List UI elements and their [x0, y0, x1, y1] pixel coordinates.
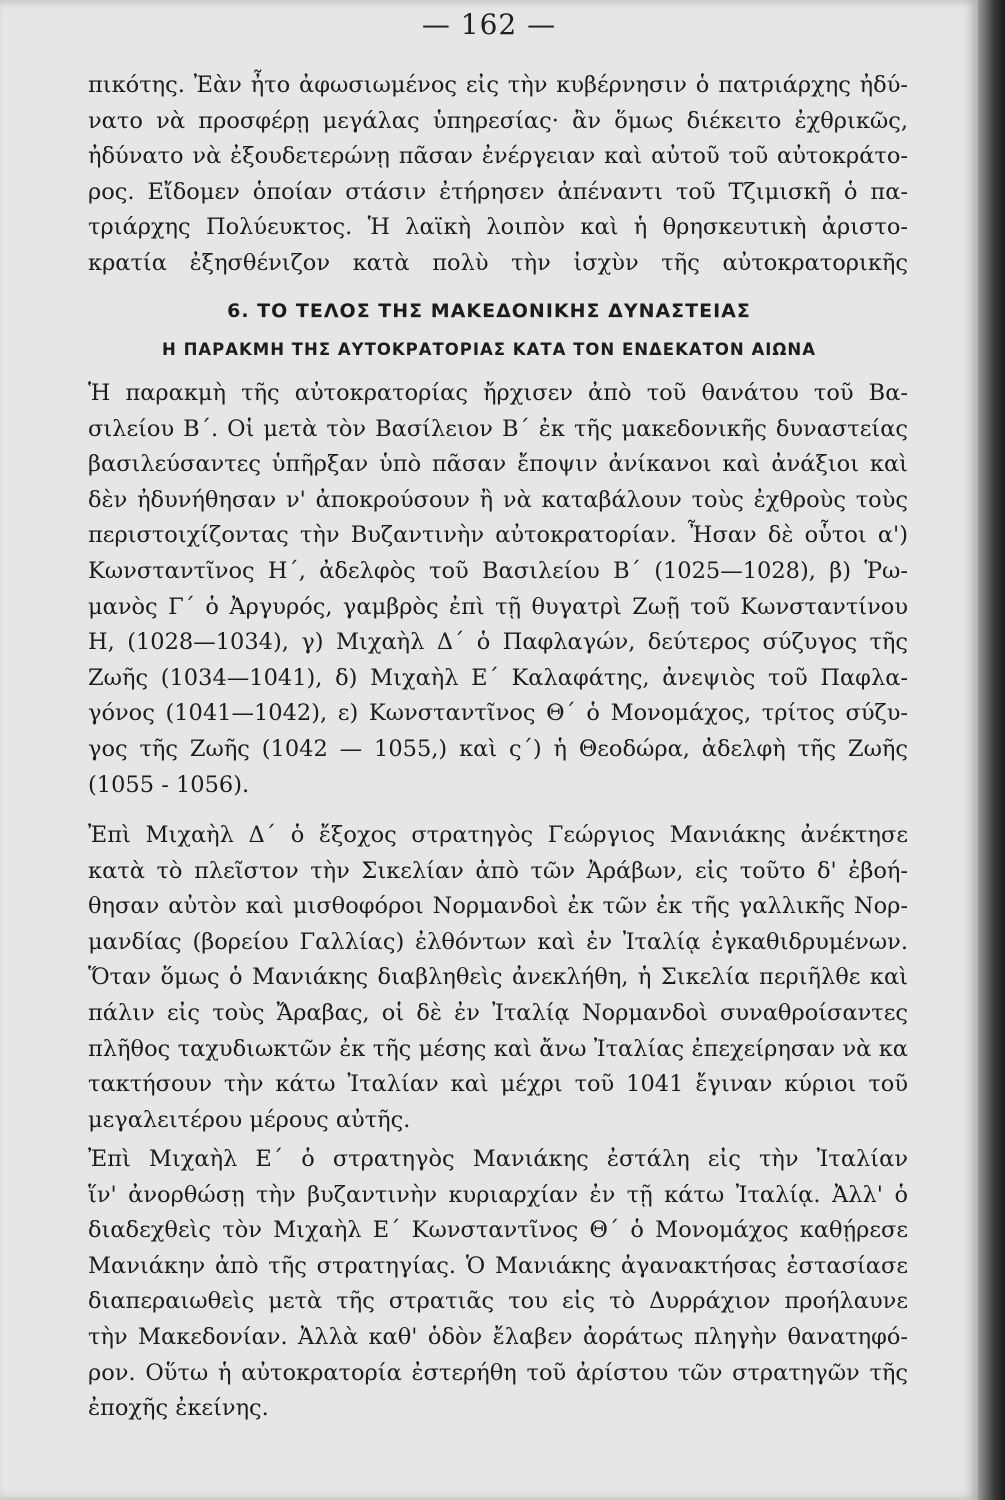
text-line: Ὅταν ὅμως ὁ Μανιάκης διαβληθεὶς ἀνεκλήθη, ἡ Σικελία περιῆλθε καὶ	[88, 964, 908, 991]
text-line: πάλιν εἰς τοὺς Ἄραβας, οἱ δὲ ἐν Ἰταλίᾳ Νορμανδοὶ συναθροίσαντες	[88, 999, 908, 1026]
text-line: Ζωῆς (1034—1041), δ) Μιχαὴλ Ε΄ Καλαφάτης, ἀνεψιὸς τοῦ Παφλα-	[88, 664, 908, 691]
text-line: περιστοιχίζοντας τὴν Βυζαντινὴν αὐτοκρατορίαν. Ἦσαν δὲ οὗτοι α')	[88, 522, 908, 549]
paragraph-1	[88, 68, 908, 282]
text-line: ἠδύνατο νὰ ἐξουδετερώνῃ πᾶσαν ἐνέργειαν καὶ αὐτοῦ τοῦ αὐτοκράτο-	[88, 143, 908, 170]
text-line: ρον. Οὕτω ἡ αὐτοκρατορία ἐστερήθη τοῦ ἀρίστου τῶν στρατηγῶν τῆς	[88, 1359, 908, 1386]
text-line: Η, (1028—1034), γ) Μιχαὴλ Δ΄ ὁ Παφλαγών, δεύτερος σύζυγος τῆς	[88, 629, 908, 656]
paragraph-2	[88, 376, 908, 803]
text-line: πικότης. Ἐὰν ἦτο ἀφωσιωμένος εἰς τὴν κυβέρνησιν ὁ πατριάρχης ἠδύ-	[88, 72, 908, 98]
text-line: ἐποχῆς ἐκείνης.	[88, 1395, 269, 1422]
text-line: γόνος (1041—1042), ε) Κωνσταντῖνος Θ΄ ὁ Μονομάχος, τρίτος σύζυ-	[88, 700, 908, 727]
paragraph-3	[88, 818, 908, 1138]
text-line: μανὸς Γ΄ ὁ Ἀργυρός, γαμβρὸς ἐπὶ τῇ θυγατρὶ Ζωῇ τοῦ Κωνσταντίνου	[88, 593, 908, 620]
text-line: κατὰ τὸ πλεῖστον τὴν Σικελίαν ἀπὸ τῶν Ἀράβων, εἰς τοῦτο δ' ἐβοή-	[88, 857, 908, 884]
text-line: ρος. Εἴδομεν ὁποίαν στάσιν ἐτήρησεν ἀπέναντι τοῦ Τζιμισκῆ ὁ πα-	[88, 178, 908, 205]
text-line: νατο νὰ προσφέρῃ μεγάλας ὑπηρεσίας· ἂν ὅμως διέκειτο ἐχθρικῶς,	[88, 107, 908, 134]
page-number: — 162 —	[421, 8, 557, 41]
paragraph-4	[88, 1142, 908, 1427]
text-line: τακτήσουν τὴν κάτω Ἰταλίαν καὶ μέχρι τοῦ 1041 ἔγιναν κύριοι τοῦ	[88, 1071, 908, 1098]
text-line: (1055 - 1056).	[88, 771, 250, 798]
text-line: Κωνσταντῖνος Η΄, ἀδελφὸς τοῦ Βασιλείου Β΄ (1025—1028), β) Ῥω-	[88, 557, 908, 584]
text-line: ἵν' ἀνορθώσῃ τὴν βυζαντινὴν κυριαρχίαν ἐν τῇ κάτω Ἰταλίᾳ. Ἀλλ' ὁ	[88, 1181, 908, 1208]
text-line: μεγαλειτέρου μέρους αὐτῆς.	[88, 1106, 411, 1133]
text-line: βασιλεύσαντες ὑπῆρξαν ὑπὸ πᾶσαν ἔποψιν ἀνίκανοι καὶ ἀνάξιοι καὶ	[88, 451, 908, 478]
section-heading: 6. ΤΟ ΤΕΛΟΣ ΤΗΣ ΜΑΚΕΔΟΝΙΚΗΣ ΔΥΝΑΣΤΕΙΑΣ	[227, 300, 751, 322]
book-spine-shadow	[978, 0, 1005, 1500]
text-line: τριάρχης Πολύευκτος. Ἡ λαϊκὴ λοιπὸν καὶ ἡ θρησκευτικὴ ἀριστο-	[88, 214, 908, 241]
text-line: διαπεραιωθεὶς μετὰ τῆς στρατιᾶς του εἰς τὸ Δυρράχιον προήλαυνε	[88, 1288, 908, 1315]
text-line: Ἐπὶ Μιχαὴλ Ε΄ ὁ στρατηγὸς Μανιάκης ἐστάλη εἰς τὴν Ἰταλίαν	[88, 1146, 908, 1172]
text-line: κρατία ἐξησθένιζον κατὰ πολὺ τὴν ἰσχὺν τῆς αὐτοκρατορικῆς	[88, 249, 908, 276]
text-line: Ἐπὶ Μιχαὴλ Δ΄ ὁ ἔξοχος στρατηγὸς Γεώργιος Μανιάκης ἀνέκτησε	[88, 822, 908, 848]
section-subheading: Η ΠΑΡΑΚΜΗ ΤΗΣ ΑΥΤΟΚΡΑΤΟΡΙΑΣ ΚΑΤΑ ΤΟΝ ΕΝΔΕΚΑΤΟΝ ΑΙΩΝΑ	[162, 340, 816, 359]
text-line: τὴν Μακεδονίαν. Ἀλλὰ καθ' ὁδὸν ἔλαβεν ἀοράτως πληγὴν θανατηφό-	[88, 1323, 908, 1350]
text-line: Μανιάκην ἀπὸ τῆς στρατηγίας. Ὁ Μανιάκης ἀγανακτήσας ἐστασίασε	[88, 1252, 908, 1279]
text-line: διαδεχθεὶς τὸν Μιχαὴλ Ε΄ Κωνσταντῖνος Θ΄ ὁ Μονομάχος καθῄρεσε	[88, 1217, 908, 1244]
text-line: θησαν αὐτὸν καὶ μισθοφόροι Νορμανδοὶ ἐκ τῶν ἐκ τῆς γαλλικῆς Νορ-	[88, 893, 908, 920]
text-line: πλῆθος ταχυδιωκτῶν ἐκ τῆς μέσης καὶ ἄνω Ἰταλίας ἐπεχείρησαν νὰ κα	[88, 1035, 908, 1062]
text-line: σιλείου Β΄. Οἱ μετὰ τὸν Βασίλειον Β΄ ἐκ τῆς μακεδονικῆς δυναστείας	[88, 415, 908, 442]
text-line: δὲν ἠδυνήθησαν ν' ἀποκρούσουν ἢ νὰ καταβάλουν τοὺς ἐχθροὺς τοὺς	[88, 486, 908, 513]
text-line: γος τῆς Ζωῆς (1042 — 1055,) καὶ ς΄) ἡ Θεοδώρα, ἀδελφὴ τῆς Ζωῆς	[88, 735, 908, 762]
text-line: Ἡ παρακμὴ τῆς αὐτοκρατορίας ἤρχισεν ἀπὸ τοῦ θανάτου τοῦ Βα-	[88, 380, 908, 406]
text-line: μανδίας (βορείου Γαλλίας) ἐλθόντων καὶ ἐν Ἰταλίᾳ ἐγκαθιδρυμένων.	[88, 928, 908, 955]
